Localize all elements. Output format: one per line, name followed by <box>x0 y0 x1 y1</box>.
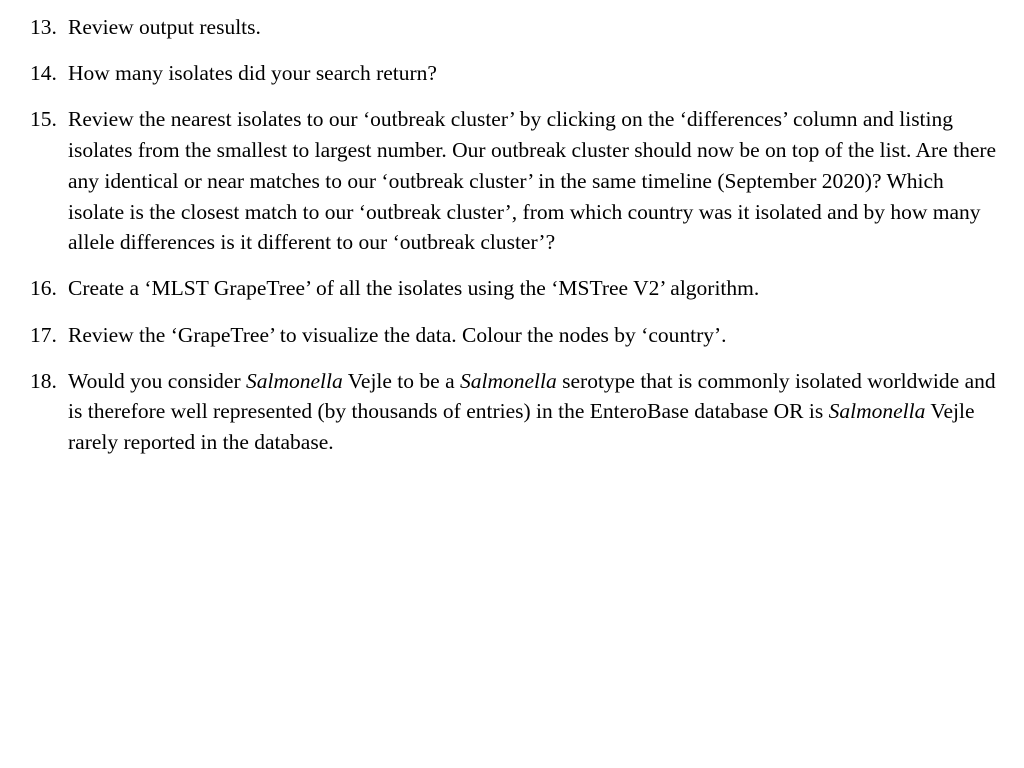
step-text-segment: How many isolates did your search return? <box>68 61 437 86</box>
species-name-italic: Salmonella <box>460 368 557 393</box>
step-17 <box>30 320 1000 351</box>
step-text-segment: Vejle rarely reported in the database. <box>68 399 975 455</box>
step-text-segment: Review the ‘GrapeTree’ to visualize the data. Colour the nodes by ‘country’. <box>68 322 727 347</box>
species-name-italic: Salmonella <box>246 368 343 393</box>
step-number: 16. <box>30 276 57 301</box>
step-text <box>68 320 1000 351</box>
step-text-segment: Vejle to be a <box>342 368 460 393</box>
step-number: 17. <box>30 322 57 347</box>
step-text <box>68 273 1000 304</box>
instruction-list <box>30 12 1000 473</box>
step-text <box>68 104 1000 258</box>
step-text <box>68 366 1000 458</box>
step-text-segment: Would you consider <box>68 368 247 393</box>
step-text-segment: Create a ‘MLST GrapeTree’ of all the isolates using the ‘MSTree V2’ algorithm. <box>68 276 760 301</box>
step-13 <box>30 12 1000 43</box>
step-18 <box>30 366 1000 458</box>
step-number: 14. <box>30 61 57 86</box>
species-name-italic: Salmonella <box>828 399 926 424</box>
step-text-segment: Review output results. <box>68 15 261 39</box>
step-14 <box>30 58 1000 89</box>
step-text-segment: serotype that is commonly isolated worldwide and is therefore well represented (by thousands of entries) in the EnteroBase database OR is <box>68 368 996 424</box>
step-text <box>68 12 1000 43</box>
step-number: 18. <box>30 368 57 393</box>
step-16 <box>30 273 1000 304</box>
step-number: 13. <box>30 15 57 39</box>
step-number: 15. <box>30 107 57 132</box>
step-text-segment: Review the nearest isolates to our ‘outbreak cluster’ by clicking on the ‘differences’ column and listing isolates from the smallest to largest number. Our outbreak cluster should now be on top of the list. Are there any identical or near matches to our ‘outbreak cluster’ in the same timeline (September 2020)? Which isolate is the closest match to our ‘outbreak cluster’, from which country was it isolated and by how many allele differences is it different to our ‘outbreak cluster’? <box>68 107 997 255</box>
step-15 <box>30 104 1000 258</box>
step-text <box>68 58 1000 89</box>
